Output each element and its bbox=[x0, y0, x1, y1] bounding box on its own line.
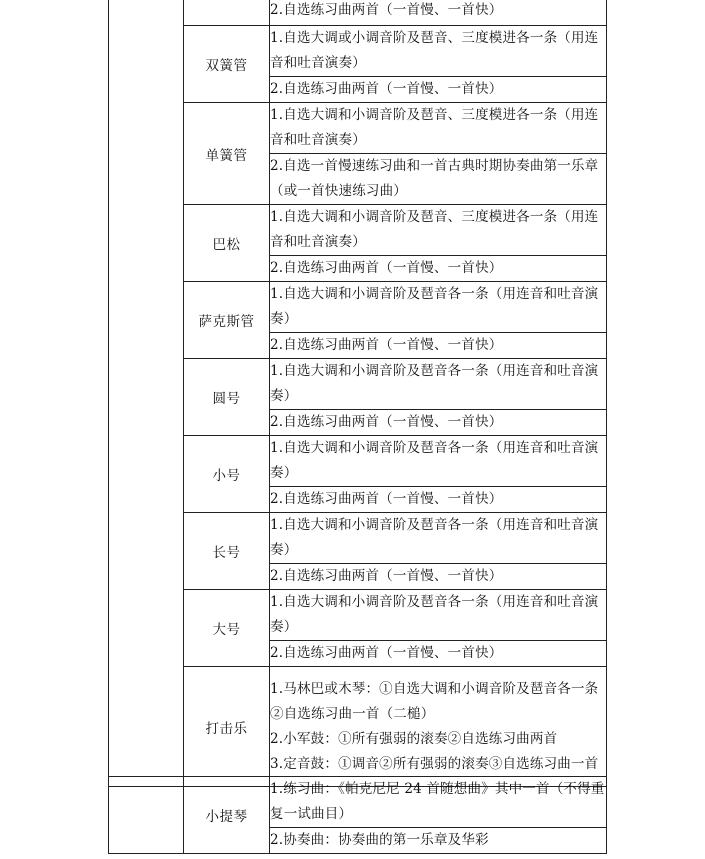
category-cell bbox=[109, 777, 184, 854]
requirement-cell: 2.自选练习曲两首（一首慢、一首快） bbox=[270, 641, 607, 667]
instrument-name: 大号 bbox=[184, 590, 270, 667]
requirement-cell: 1.自选大调或小调音阶及琶音、三度模进各一条（用连音和吐音演奏） bbox=[270, 26, 607, 77]
requirement-cell: 2.自选练习曲两首（一首慢、一首快） bbox=[270, 256, 607, 282]
requirements-table bbox=[108, 0, 607, 787]
table-row bbox=[109, 26, 607, 77]
requirement-cell: 1.自选大调和小调音阶及琶音各一条（用连音和吐音演奏） bbox=[270, 359, 607, 410]
table-row bbox=[109, 513, 607, 564]
requirement-cell: 1.练习曲：《帕克尼尼 24 首随想曲》其中一首（不得重复一试曲目） bbox=[270, 777, 607, 828]
requirement-cell: 1.自选大调和小调音阶及琶音各一条（用连音和吐音演奏） bbox=[270, 282, 607, 333]
percussion-line: 2.小军鼓：①所有强弱的滚奏②自选练习曲两首 bbox=[270, 730, 558, 747]
instrument-name: 小号 bbox=[184, 436, 270, 513]
requirement-cell: 2.自选练习曲两首（一首慢、一首快） bbox=[270, 0, 607, 26]
table-row bbox=[109, 103, 607, 154]
requirement-cell: 1.自选大调和小调音阶及琶音、三度模进各一条（用连音和吐音演奏） bbox=[270, 103, 607, 154]
table-row bbox=[109, 359, 607, 410]
table-row bbox=[109, 205, 607, 256]
instrument-name: 单簧管 bbox=[184, 103, 270, 205]
instrument-name: 圆号 bbox=[184, 359, 270, 436]
instrument-name: 打击乐 bbox=[184, 667, 270, 787]
table-row bbox=[109, 777, 607, 828]
category-cell bbox=[109, 0, 184, 787]
table-row bbox=[109, 590, 607, 641]
instrument-name: 小提琴 bbox=[184, 777, 270, 854]
requirement-cell: 1.自选大调和小调音阶及琶音各一条（用连音和吐音演奏） bbox=[270, 436, 607, 487]
instrument-name: 萨克斯管 bbox=[184, 282, 270, 359]
requirement-cell: 2.自选练习曲两首（一首慢、一首快） bbox=[270, 333, 607, 359]
instrument-name: 巴松 bbox=[184, 205, 270, 282]
instrument-name: 长号 bbox=[184, 513, 270, 590]
requirement-cell: 2.自选练习曲两首（一首慢、一首快） bbox=[270, 77, 607, 103]
requirement-cell: 1.自选大调和小调音阶及琶音、三度模进各一条（用连音和吐音演奏） bbox=[270, 205, 607, 256]
requirement-cell: 2.自选练习曲两首（一首慢、一首快） bbox=[270, 564, 607, 590]
table-row bbox=[109, 282, 607, 333]
requirement-cell: 1.自选大调和小调音阶及琶音各一条（用连音和吐音演奏） bbox=[270, 513, 607, 564]
requirement-cell: 2.自选练习曲两首（一首慢、一首快） bbox=[270, 487, 607, 513]
table-row bbox=[109, 0, 607, 26]
requirement-cell: 2.自选一首慢速练习曲和一首古典时期协奏曲第一乐章（或一首快速练习曲） bbox=[270, 154, 607, 205]
instrument-name: 双簧管 bbox=[184, 26, 270, 103]
table-row bbox=[109, 436, 607, 487]
requirement-cell: 2.协奏曲：协奏曲的第一乐章及华彩 bbox=[270, 828, 607, 854]
instrument-cell bbox=[184, 0, 270, 26]
table-row bbox=[109, 667, 607, 787]
requirement-cell bbox=[270, 667, 607, 787]
requirements-table-continued bbox=[108, 776, 607, 854]
requirement-cell: 1.自选大调和小调音阶及琶音各一条（用连音和吐音演奏） bbox=[270, 590, 607, 641]
percussion-line: 3.定音鼓：①调音②所有强弱的滚奏③自选练习曲一首 bbox=[270, 755, 599, 772]
requirement-cell: 2.自选练习曲两首（一首慢、一首快） bbox=[270, 410, 607, 436]
percussion-line: 1.马林巴或木琴：①自选大调和小调音阶及琶音各一条②自选练习曲一首（二槌） bbox=[270, 680, 599, 722]
